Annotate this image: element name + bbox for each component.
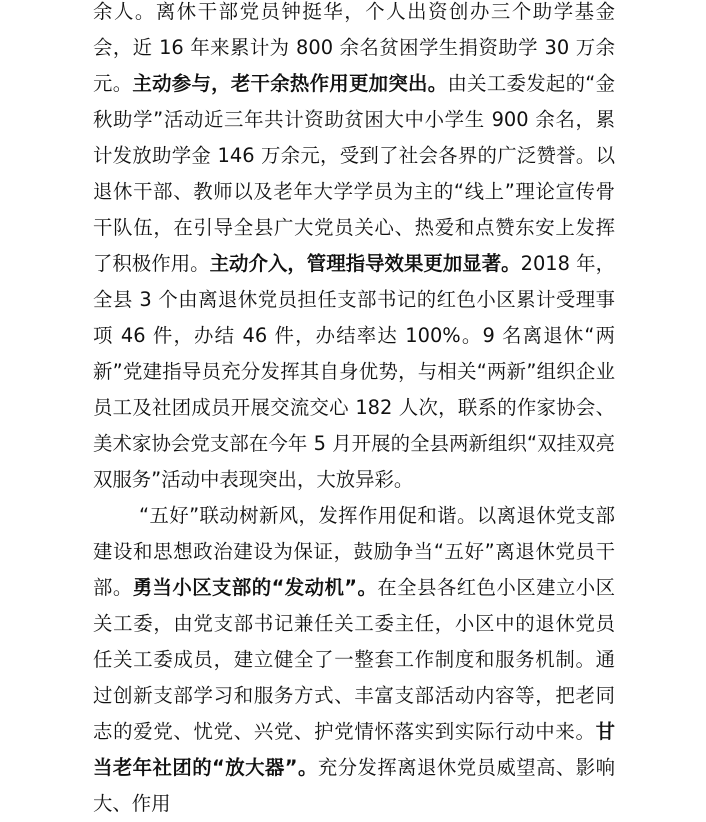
bold-heading-segment: 甘当老年社团的“放大器”。 — [93, 720, 615, 779]
text-segment: 余人。离休干部党员钟挺华，个人出资创办三个助学基金会，近 16 年来累计为 800 余名贫困学生捐资助学 30 万余元。 — [93, 0, 615, 95]
paragraph-2 — [93, 498, 615, 822]
bold-heading-segment: 主动介入，管理指导效果更加显著。 — [209, 252, 521, 275]
text-segment: 由关工委发起的“金秋助学”活动近三年共计资助贫困大中小学生 900 余名，累计发放助学金 146 万余元，受到了社会各界的广泛赞誉。以退休干部、教师以及老年大学学员为主的“线上”理论宣传骨干队伍，在引导全县广大党员关心、热爱和点赞东安上发挥了积极作用。 — [93, 72, 616, 275]
bold-heading-segment: 主动参与，老干余热作用更加突出。 — [132, 72, 448, 95]
text-segment: 在全县各红色小区建立小区关工委，由党支部书记兼任关工委主任，小区中的退休党员任关工委成员，建立健全了一整套工作制度和服务机制。通过创新支部学习和服务方式、丰富支部活动内容等，把老同志的爱党、忧党、兴党、护党情怀落实到实际行动中来。 — [93, 576, 615, 743]
text-segment: 2018 年，全县 3 个由离退休党员担任支部书记的红色小区累计受理事项 46 件，办结 46 件，办结率达 100%。9 名离退休“两新”党建指导员充分发挥其自身优势，与相关“两新”组织企业员工及社团成员开展交流交心 182 人次，联系的作家协会、美术家协会党支部在今年 5 月开展的全县两新组织“双挂双亮双服务”活动中表现突出，大放异彩。 — [93, 252, 616, 491]
text-segment: 充分发挥离退休党员威望高、影响大、作用 — [93, 756, 615, 815]
bold-heading-segment: 勇当小区支部的“发动机”。 — [132, 576, 378, 599]
paragraph-1 — [93, 0, 615, 498]
document-page — [93, 0, 615, 822]
text-segment: “五好”联动树新风，发挥作用促和谐。以离退休党支部建设和思想政治建设为保证，鼓励争当“五好”离退休党员干部。 — [93, 504, 615, 599]
